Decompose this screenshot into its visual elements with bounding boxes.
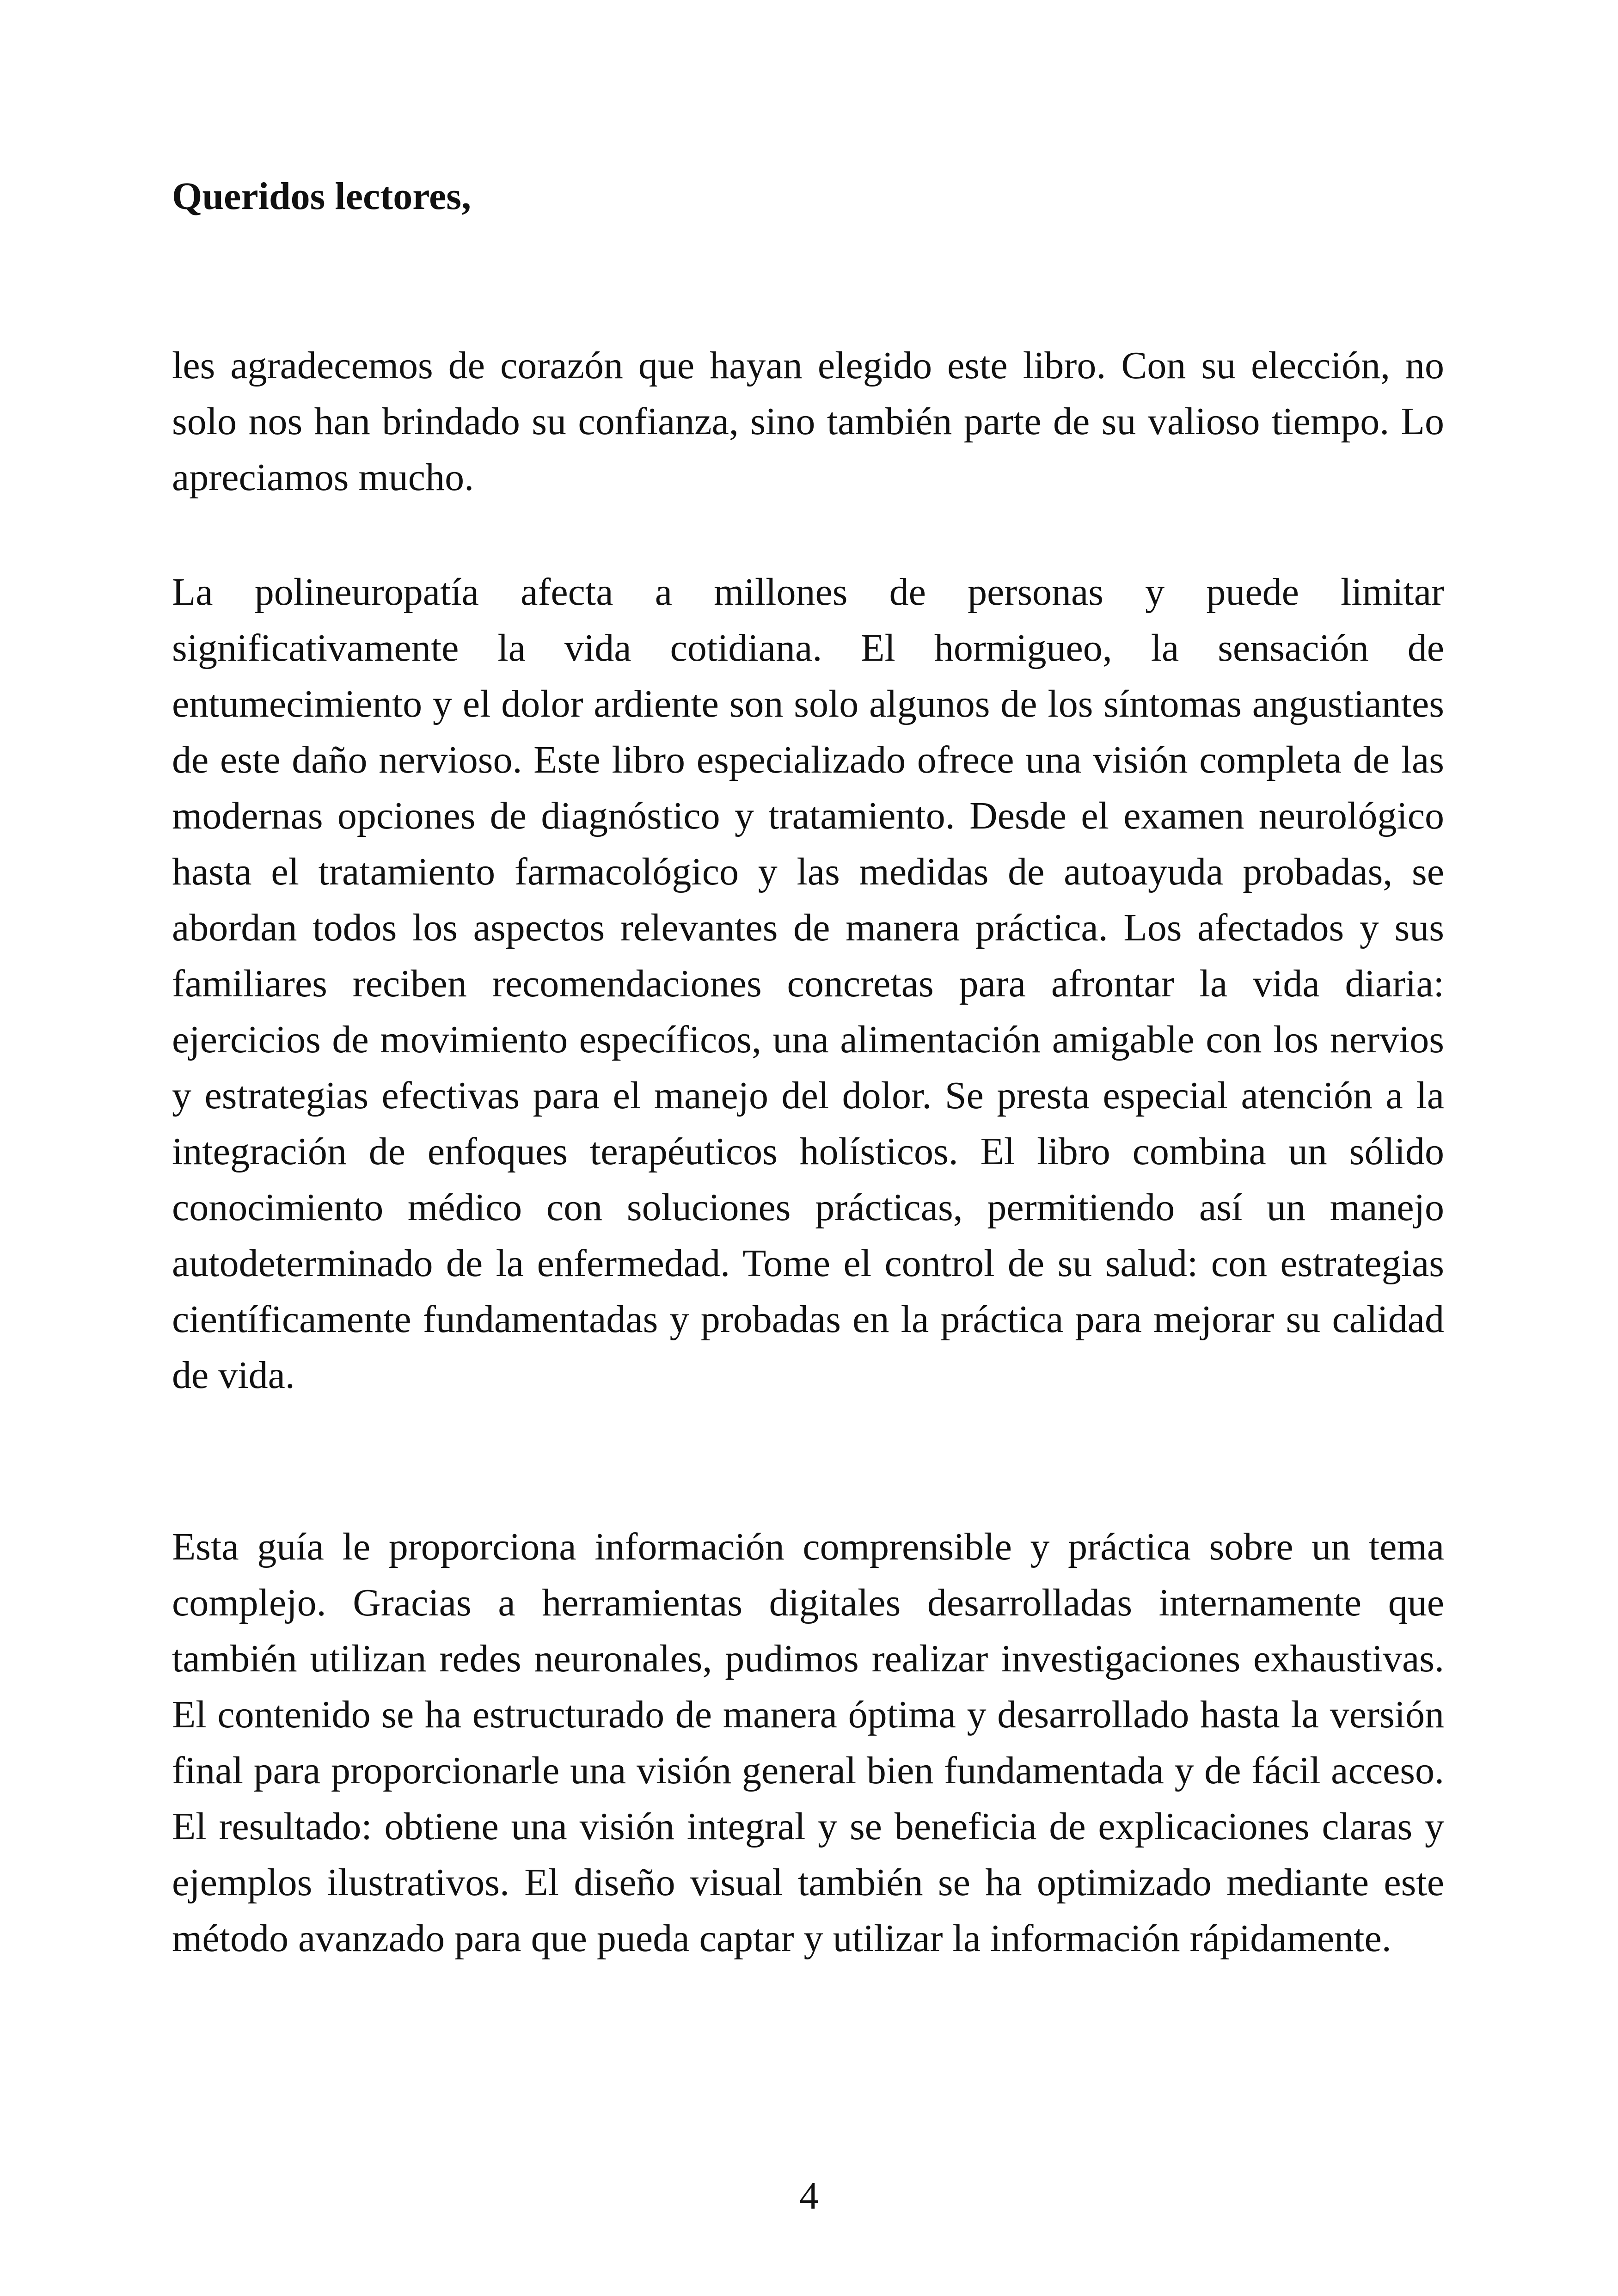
paragraph-book-summary: La polineuropatía afecta a millones de personas y puede limitar significativamente la vida cotidiana. El hormigueo, la sensación de entumecimiento y el dolor ardiente son solo algunos de los síntomas angustiantes de este daño nervioso. Este libro especializado ofrece una visión completa de las modernas opciones de diagnóstico y tratamiento. Desde el examen neurológico hasta el tratamiento farmacológico y las medidas de autoayuda probadas, se abordan todos los aspectos relevantes de manera práctica. Los afectados y sus familiares reciben recomendaciones concretas para afrontar la vida diaria: ejercicios de movimiento específicos, una alimentación amigable con los nervios y estrategias efectivas para el manejo del dolor. Se presta especial atención a la integración de enfoques terapéuticos holísticos. El libro combina un sólido conocimiento médico con soluciones prácticas, permitiendo así un manejo autodeterminado de la enfermedad. Tome el control de su salud: con estrategias científicamente fundamentadas y probadas en la práctica para mejorar su calidad de vida. <box>172 571 1444 1397</box>
paragraph-guide-method: Esta guía le proporciona información comprensible y práctica sobre un tema complejo. Gracias a herramientas digitales desarrolladas internamente que también utilizan redes neuronales, pudimos realizar investigaciones exhaustivas. El contenido se ha estructurado de manera óptima y desarrollado hasta la versión final para proporcionarle una visión general bien fundamentada y de fácil acceso. El resultado: obtiene una visión integral y se beneficia de explicaciones claras y ejemplos ilustrativos. El diseño visual también se ha optimizado mediante este método avanzado para que pueda captar y utilizar la información rápidamente. <box>172 1525 1444 1960</box>
page-number: 4 <box>799 2174 819 2217</box>
paragraph-thanks: les agradecemos de corazón que hayan elegido este libro. Con su elección, no solo nos han brindado su confianza, sino también parte de su valioso tiempo. Lo apreciamos mucho. <box>172 344 1444 499</box>
salutation-heading: Queridos lectores, <box>172 175 471 218</box>
